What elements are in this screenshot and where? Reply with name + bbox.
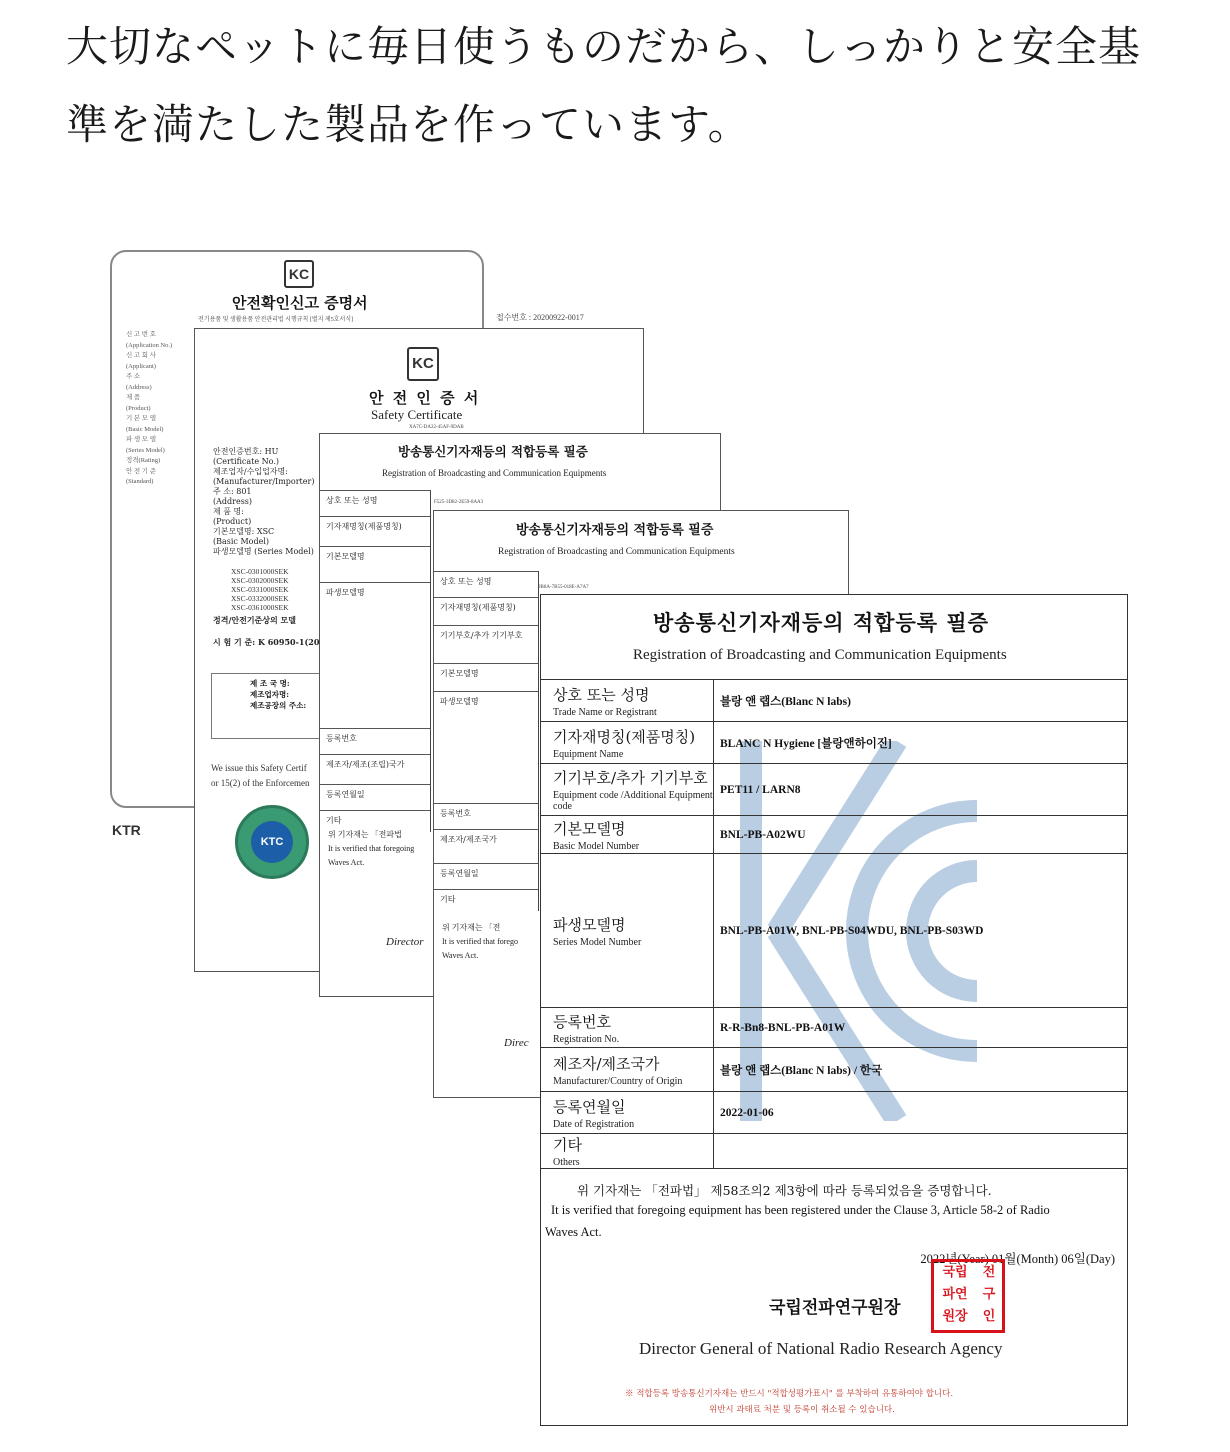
registration-label-cell xyxy=(541,1092,714,1134)
doc3-label: 기타 xyxy=(326,816,342,825)
doc2-factory-box xyxy=(211,673,321,739)
doc2-series-model: XSC-0361000SEK xyxy=(231,603,289,612)
doc1-label: 정격(Rating) xyxy=(126,457,161,464)
main-title-ko: 방송통신기자재등의 적합등록 필증 xyxy=(653,610,989,635)
registration-value-cell xyxy=(714,1008,1128,1048)
doc4-label: 기타 xyxy=(440,895,456,904)
doc3-title-en: Registration of Broadcasting and Communication Equipments xyxy=(382,468,607,478)
main-registration-table xyxy=(540,679,1128,1169)
doc4-label-cell xyxy=(434,571,538,597)
registration-value-cell xyxy=(714,722,1128,764)
doc3-verify-line: Waves Act. xyxy=(328,858,365,867)
doc2-series-models xyxy=(231,567,289,612)
registration-value: 블랑 앤 랩스(Blanc N labs) / 한국 xyxy=(720,1064,883,1077)
doc4-label: 등록번호 xyxy=(440,809,471,818)
doc1-label: 제 품 xyxy=(126,394,141,401)
registration-label-ko: 등록번호 xyxy=(553,1012,611,1031)
registration-row xyxy=(541,1008,1128,1048)
registration-row xyxy=(541,816,1128,854)
registration-label-cell xyxy=(541,722,714,764)
doc2-issue-line: or 15(2) of the Enforcemen xyxy=(211,778,310,788)
doc4-label-cell xyxy=(434,829,538,863)
doc1-label: (Series Model) xyxy=(126,446,165,454)
doc1-label: 주 소 xyxy=(126,373,141,380)
registration-value: BNL-PB-A01W, BNL-PB-S04WDU, BNL-PB-S03WD xyxy=(720,924,984,937)
registration-value-cell xyxy=(714,1048,1128,1092)
doc1-receipt: 접수번호 : 20200922-0017 xyxy=(496,313,584,322)
doc2-row: (Certificate No.) xyxy=(213,457,279,466)
registration-row xyxy=(541,1092,1128,1134)
headline xyxy=(66,8,1186,164)
ktr-logo: KTR xyxy=(112,822,141,838)
doc3-label-column xyxy=(320,490,431,832)
doc4-label-cell xyxy=(434,803,538,829)
doc3-label: 기본모델명 xyxy=(326,552,365,561)
ktc-seal xyxy=(235,805,309,879)
kc-logo-icon: KC xyxy=(284,260,314,288)
doc2-row: (Product) xyxy=(213,517,252,526)
doc4-label-cell xyxy=(434,625,538,663)
doc2-row: 기본모델명: XSC xyxy=(213,527,275,536)
doc1-label: 파 생 모 델 xyxy=(126,436,156,443)
doc2-issue-line: We issue this Safety Certif xyxy=(211,763,307,773)
doc4-label: 기본모델명 xyxy=(440,669,479,678)
registration-label-ko: 상호 또는 성명 xyxy=(553,685,650,704)
registration-label-ko: 등록연월일 xyxy=(553,1097,626,1116)
doc4-label: 상호 또는 성명 xyxy=(440,577,492,586)
registration-label-cell xyxy=(541,764,714,816)
registration-label-cell xyxy=(541,1134,714,1169)
registration-row xyxy=(541,854,1128,1008)
doc2-factory-label: 제조업자명: xyxy=(250,690,289,699)
doc1-label: 안 전 기 준 xyxy=(126,467,156,475)
doc3-label-cell xyxy=(320,490,430,516)
registration-value: 2022-01-06 xyxy=(720,1106,774,1119)
registration-label-ko: 기자재명칭(제품명칭) xyxy=(553,727,696,746)
doc1-subtitle: 전기용품 및 생활용품 안전관리법 시행규칙 [별지 제5호서식] xyxy=(198,317,354,323)
doc2-row: 파생모델명 (Series Model) xyxy=(213,547,314,556)
registration-value: PET11 / LARN8 xyxy=(720,783,801,796)
registration-label-en: Trade Name or Registrant xyxy=(553,706,657,718)
doc2-row: 안전인증번호: HU xyxy=(213,447,279,456)
doc3-verify-line: It is verified that foregoing xyxy=(328,844,415,853)
doc4-verify-line: 위 기자재는 「전 xyxy=(442,923,501,932)
registration-label-en: Registration No. xyxy=(553,1033,620,1045)
seal-char: 인 xyxy=(982,1309,996,1324)
doc3-label: 제조자/제조(조립)국가 xyxy=(326,760,405,769)
doc2-code: XA7C-DA22-45AF-9DAB xyxy=(409,425,464,430)
doc1-title: 안전확인신고 증명서 xyxy=(232,294,368,312)
doc2-series-model: XSC-0301000SEK xyxy=(231,567,289,576)
registration-label-cell xyxy=(541,1008,714,1048)
registration-value-cell xyxy=(714,764,1128,816)
registration-value-cell xyxy=(714,1134,1128,1169)
main-date: 2022년(Year) 01월(Month) 06일(Day) xyxy=(920,1252,1115,1266)
doc2-row: 주 소: 801 xyxy=(213,487,252,496)
doc4-title-ko: 방송통신기자재등의 적합등록 필증 xyxy=(516,523,714,538)
doc4-label-cell xyxy=(434,863,538,889)
doc4-label-column xyxy=(434,571,539,911)
registration-label-en: Basic Model Number xyxy=(553,840,640,852)
doc3-label-cell xyxy=(320,784,430,810)
doc1-label: (Basic Model) xyxy=(126,425,164,433)
registration-value: R-R-Bn8-BNL-PB-A01W xyxy=(720,1021,846,1034)
doc3-label: 파생모델명 xyxy=(326,588,365,597)
registration-label-en: Equipment Name xyxy=(553,748,624,760)
doc2-rating: 정격/안전기준상의 모델 xyxy=(213,615,296,625)
doc3-title-ko: 방송통신기자재등의 적합등록 필증 xyxy=(398,444,588,459)
registration-label-en: Series Model Number xyxy=(553,936,642,948)
registration-label-en: Others xyxy=(553,1157,580,1168)
doc4-verify xyxy=(442,921,518,963)
registration-label-ko: 기타 xyxy=(553,1136,582,1154)
seal-char: 국립 xyxy=(942,1265,968,1280)
doc2-row: 제조업자/수입업자명: xyxy=(213,467,288,476)
registration-label-cell xyxy=(541,854,714,1008)
registration-value-cell xyxy=(714,854,1128,1008)
main-signer-en: Director General of National Radio Research Agency xyxy=(639,1339,1003,1358)
registration-label-en: Equipment code /Additional Equipment code xyxy=(553,790,713,812)
registration-label-ko: 기기부호/추가 기기부호 xyxy=(553,769,708,787)
doc4-label: 기기부호/추가 기기부호 xyxy=(440,631,523,640)
doc2-series-model: XSC-0331000SEK xyxy=(231,585,289,594)
doc3-label-cell xyxy=(320,546,430,582)
seal-char: 전 xyxy=(982,1265,996,1280)
doc1-label: (Address) xyxy=(126,383,152,391)
registration-doc-main xyxy=(540,594,1128,1426)
registration-label-ko: 기본모델명 xyxy=(553,819,626,838)
main-note-1: ※ 적합등록 방송통신기자재는 반드시 "적합성평가표시" 를 부착하여 유통하여야 합니다. xyxy=(625,1389,954,1399)
doc2-row: 제 품 명: xyxy=(213,507,244,516)
registration-row xyxy=(541,680,1128,722)
registration-label-ko: 파생모델명 xyxy=(553,915,626,934)
doc4-label: 기자재명칭(제품명칭) xyxy=(440,603,516,612)
doc2-series-model: XSC-0332000SEK xyxy=(231,594,289,603)
seal-char: 원장 xyxy=(942,1309,968,1324)
main-title-en: Registration of Broadcasting and Communication Equipments xyxy=(633,647,1007,663)
doc2-factory-label: 제조공장의 주소: xyxy=(250,701,307,710)
doc1-label: 신 고 번 호 xyxy=(126,331,156,338)
registration-value-cell xyxy=(714,680,1128,722)
doc3-director: Director xyxy=(386,936,424,948)
doc2-standard: 시 험 기 준: K 60950-1(20 xyxy=(213,637,320,647)
doc4-director: Direc xyxy=(504,1037,529,1049)
registration-row xyxy=(541,722,1128,764)
main-verify-en-2: Waves Act. xyxy=(545,1225,602,1239)
doc3-label: 상호 또는 성명 xyxy=(326,496,378,505)
seal-char: 파연 xyxy=(942,1287,968,1302)
doc3-verify-line: 위 기자재는 「전파법 xyxy=(328,830,402,839)
registration-label-ko: 제조자/제조국가 xyxy=(553,1054,660,1073)
main-note-2: 위반시 과태료 처분 및 등록이 취소될 수 있습니다. xyxy=(709,1405,895,1415)
doc1-label: (Applicant) xyxy=(126,362,156,370)
registration-value: 블랑 앤 랩스(Blanc N labs) xyxy=(720,695,851,708)
main-signer-ko: 국립전파연구원장 xyxy=(769,1298,901,1318)
doc4-title-en: Registration of Broadcasting and Communication Equipments xyxy=(498,547,735,557)
doc2-rows xyxy=(213,447,333,557)
headline-line-1: 大切なペットに毎日使うものだから、しっかりと安全基 xyxy=(66,22,1142,71)
headline-line-2: 準を満たした製品を作っています。 xyxy=(66,100,751,149)
official-seal-icon xyxy=(931,1259,1005,1333)
doc1-label: (Standard) xyxy=(126,478,154,485)
doc3-label-cell xyxy=(320,582,430,728)
doc3-label-cell xyxy=(320,728,430,754)
doc1-label: 신 고 회 사 xyxy=(126,352,156,359)
doc2-row: (Address) xyxy=(213,497,253,506)
doc3-label: 등록번호 xyxy=(326,734,357,743)
doc4-label-cell xyxy=(434,691,538,803)
doc4-label-cell xyxy=(434,889,538,911)
doc2-title-en: Safety Certificate xyxy=(371,407,463,422)
registration-value-cell xyxy=(714,816,1128,854)
doc3-label: 등록연월일 xyxy=(326,790,365,799)
doc4-label: 등록연월일 xyxy=(440,869,479,878)
doc4-label: 제조자/제조국가 xyxy=(440,835,497,844)
registration-label-cell xyxy=(541,680,714,722)
doc2-factory-label: 제 조 국 명: xyxy=(250,679,290,688)
registration-value: BNL-PB-A02WU xyxy=(720,828,806,841)
registration-label-en: Date of Registration xyxy=(553,1118,635,1130)
doc4-verify-line: Waves Act. xyxy=(442,951,479,960)
registration-label-en: Manufacturer/Country of Origin xyxy=(553,1075,683,1087)
doc3-verify xyxy=(328,828,414,870)
doc4-label: 파생모델명 xyxy=(440,697,479,706)
doc2-row: (Basic Model) xyxy=(213,537,269,546)
doc3-code: F525-3D82-2E59-8AA3 xyxy=(434,500,484,505)
registration-row xyxy=(541,1048,1128,1092)
seal-char: 구 xyxy=(982,1287,996,1302)
doc1-label: (Application No.) xyxy=(126,341,173,349)
doc1-label: 기 본 모 델 xyxy=(126,415,156,422)
registration-value-cell xyxy=(714,1092,1128,1134)
registration-label-cell xyxy=(541,816,714,854)
registration-row xyxy=(541,764,1128,816)
doc1-label: (Product) xyxy=(126,404,151,412)
doc3-label-cell xyxy=(320,516,430,546)
ktc-seal-inner: KTC xyxy=(251,821,293,863)
registration-label-cell xyxy=(541,1048,714,1092)
doc2-title-ko: 안 전 인 증 서 xyxy=(369,389,481,407)
doc4-label-cell xyxy=(434,597,538,625)
main-verify-en-1: It is verified that foregoing equipment has been registered under the Clause 3, Article 58-2 of Radio xyxy=(551,1203,1050,1217)
doc2-issue-text xyxy=(211,761,309,791)
doc2-row: (Manufacturer/Importer) xyxy=(213,477,315,486)
registration-value: BLANC N Hygiene [블랑앤하이진] xyxy=(720,737,892,750)
doc3-label: 기자재명칭(제품명칭) xyxy=(326,522,402,531)
doc3-label-cell xyxy=(320,754,430,784)
main-verify-ko: 위 기자재는 「전파법」 제58조의2 제3항에 따라 등록되었음을 증명합니다. xyxy=(577,1183,992,1198)
doc4-verify-line: It is verified that forego xyxy=(442,937,518,946)
kc-logo-icon: KC xyxy=(407,347,439,381)
doc4-code: 9B8A-7B55-018E-A7A7 xyxy=(538,585,589,590)
doc4-label-cell xyxy=(434,663,538,691)
registration-row xyxy=(541,1134,1128,1169)
doc2-series-model: XSC-0302000SEK xyxy=(231,576,289,585)
